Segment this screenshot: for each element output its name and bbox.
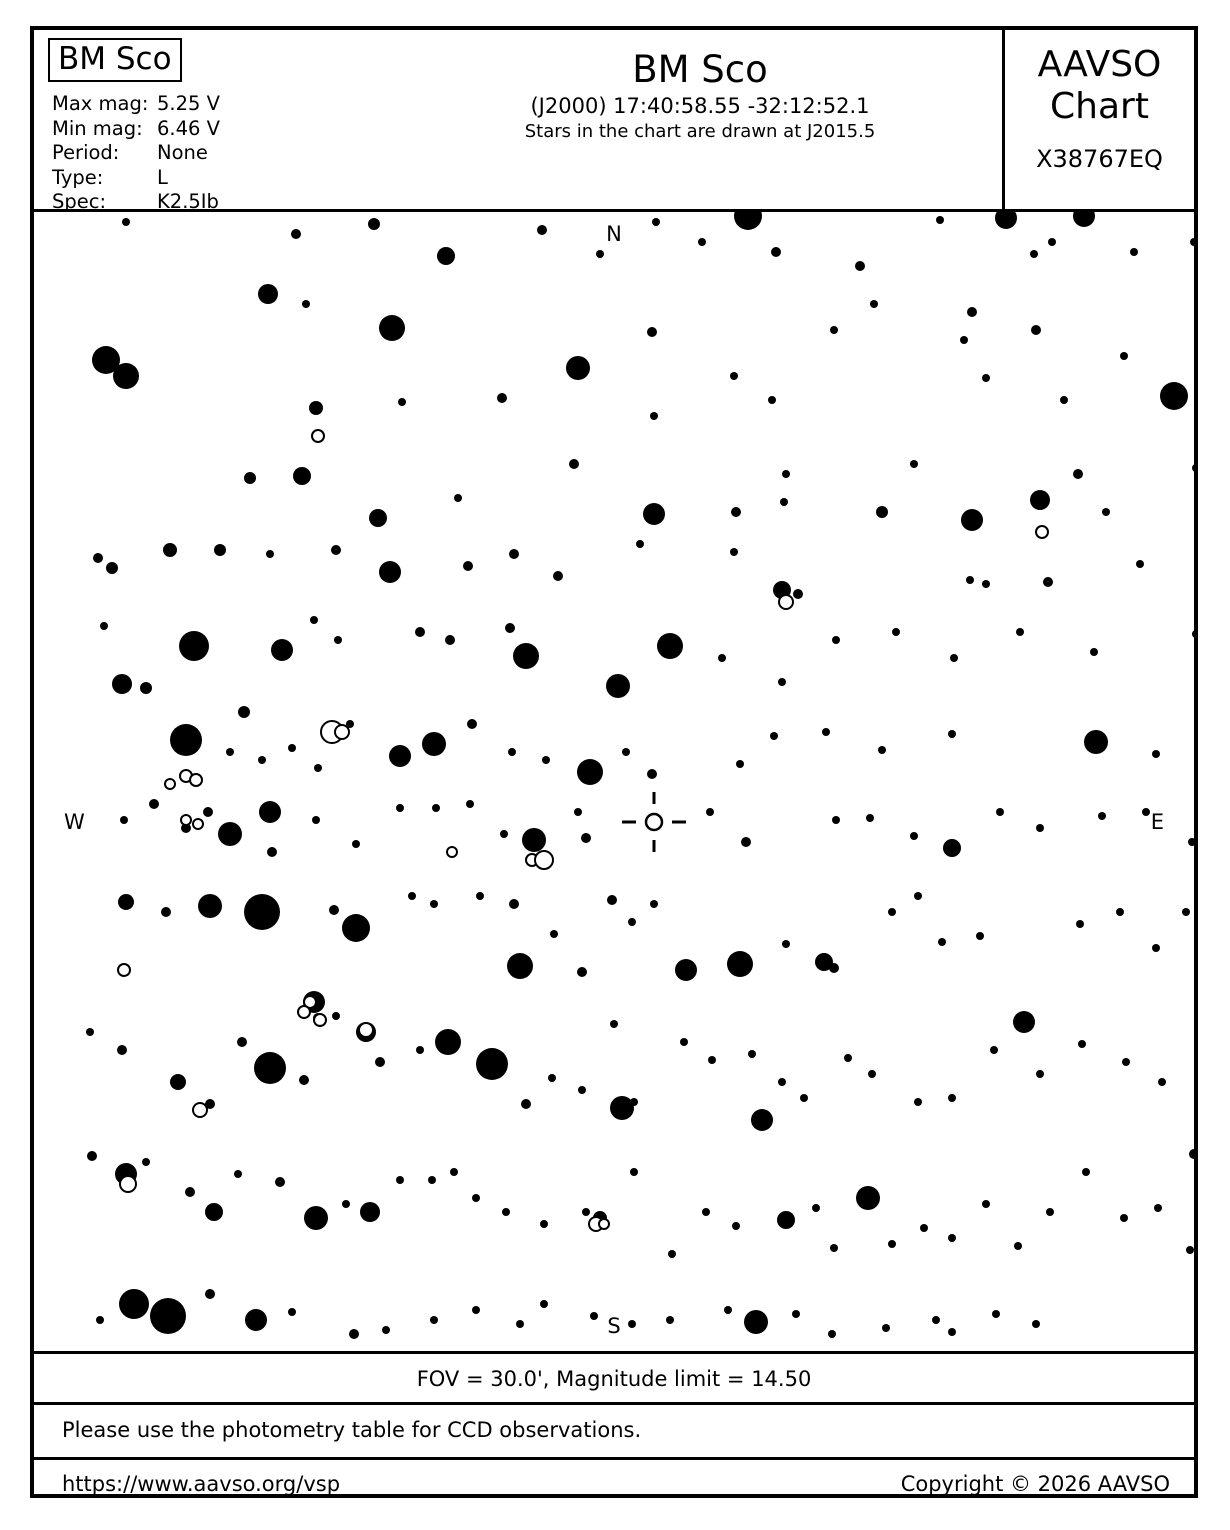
field-star <box>500 830 508 838</box>
field-star <box>1043 577 1053 587</box>
star-metadata <box>52 92 220 215</box>
field-star <box>1186 1246 1194 1254</box>
field-star <box>198 894 222 918</box>
field-star <box>254 1052 286 1084</box>
field-star <box>379 315 405 341</box>
field-star <box>472 1306 480 1314</box>
field-star <box>1078 1040 1086 1048</box>
field-star <box>522 828 546 852</box>
field-star <box>870 300 878 308</box>
field-star <box>375 1057 385 1067</box>
field-star <box>996 808 1004 816</box>
field-star <box>244 894 280 930</box>
field-star <box>910 832 918 840</box>
field-star <box>1122 1058 1130 1066</box>
target-circle <box>646 814 662 830</box>
field-star <box>581 833 591 843</box>
field-star <box>205 1289 215 1299</box>
field-star <box>396 804 404 812</box>
field-star <box>259 801 281 823</box>
field-star <box>914 892 922 900</box>
field-star <box>502 1208 510 1216</box>
field-star <box>293 467 311 485</box>
field-star <box>1130 248 1138 256</box>
field-star <box>185 1187 195 1197</box>
comparison-star[interactable] <box>599 1219 609 1229</box>
field-star <box>578 1086 586 1094</box>
meta-value-type: L <box>157 165 168 189</box>
field-star <box>876 506 888 518</box>
field-star <box>1030 250 1038 258</box>
comparison-star[interactable] <box>314 1014 326 1026</box>
field-star <box>93 553 103 563</box>
meta-label-minmag: Min mag: <box>52 116 143 140</box>
field-star <box>163 543 177 557</box>
field-star <box>1116 908 1124 916</box>
field-star <box>800 1094 808 1102</box>
field-star <box>398 398 406 406</box>
field-star <box>650 900 658 908</box>
field-star <box>463 561 473 571</box>
field-star <box>920 1224 928 1232</box>
field-star <box>179 631 209 661</box>
field-star <box>948 1234 956 1242</box>
field-star <box>1098 812 1106 820</box>
field-star <box>118 894 134 910</box>
field-star <box>553 571 563 581</box>
field-star <box>509 899 519 909</box>
compass-south: S <box>607 1314 621 1338</box>
star-field-svg <box>34 212 1194 1351</box>
field-star <box>302 300 310 308</box>
field-star <box>771 247 781 257</box>
field-star <box>888 1240 896 1248</box>
field-star <box>415 627 425 637</box>
field-star <box>1073 469 1083 479</box>
field-star <box>829 963 839 973</box>
field-star <box>650 412 658 420</box>
field-star <box>312 816 320 824</box>
field-star <box>1152 944 1160 952</box>
field-star <box>550 930 558 938</box>
comparison-star[interactable] <box>190 774 202 786</box>
field-star <box>1160 382 1188 410</box>
comparison-star[interactable] <box>1036 526 1048 538</box>
field-star <box>205 1203 223 1221</box>
field-star <box>1076 920 1084 928</box>
chart-header <box>34 30 1194 212</box>
field-star <box>741 837 751 847</box>
field-star <box>214 544 226 556</box>
field-star <box>332 1012 340 1020</box>
field-star <box>675 959 697 981</box>
field-star <box>938 938 946 946</box>
compass-east: E <box>1150 810 1164 834</box>
field-star <box>948 730 956 738</box>
field-star <box>237 1037 247 1047</box>
field-star <box>288 744 296 752</box>
field-star <box>1192 630 1194 638</box>
field-star <box>1188 838 1194 846</box>
field-star <box>258 284 278 304</box>
chart-footer <box>34 1354 1194 1498</box>
meta-row-period <box>52 141 220 166</box>
field-star <box>432 804 440 812</box>
field-star <box>878 746 886 754</box>
field-star <box>1014 1242 1022 1250</box>
field-star <box>113 363 139 389</box>
field-star <box>961 509 983 531</box>
epoch-note: Stars in the chart are drawn at J2015.5 <box>524 121 876 142</box>
comparison-star[interactable] <box>335 725 349 739</box>
vsp-url[interactable]: https://www.aavso.org/vsp <box>62 1472 341 1496</box>
field-star <box>832 636 840 644</box>
field-star <box>982 580 990 588</box>
field-star <box>149 799 159 809</box>
field-star <box>310 616 318 624</box>
field-star <box>967 307 977 317</box>
aavso-chart <box>30 26 1198 1498</box>
field-star <box>1036 824 1044 832</box>
field-star <box>830 326 838 334</box>
field-star <box>948 1094 956 1102</box>
field-star <box>521 1099 531 1109</box>
meta-label-period: Period: <box>52 141 120 164</box>
meta-value-maxmag: 5.25 V <box>157 92 220 115</box>
field-star <box>982 374 990 382</box>
field-star <box>727 951 753 977</box>
field-star <box>1120 352 1128 360</box>
field-star <box>630 1098 638 1106</box>
field-star <box>680 1038 688 1046</box>
comparison-star[interactable] <box>120 1176 136 1192</box>
field-star <box>780 498 788 506</box>
field-star <box>1030 490 1050 510</box>
field-star <box>596 250 604 258</box>
field-star <box>866 814 874 822</box>
meta-value-period: None <box>157 141 208 164</box>
comparison-star[interactable] <box>535 851 553 869</box>
target-marker[interactable] <box>622 792 686 852</box>
field-star <box>768 396 776 404</box>
field-star <box>832 816 840 824</box>
field-star <box>868 1070 876 1078</box>
field-star <box>782 940 790 948</box>
field-star <box>1084 730 1108 754</box>
field-star <box>314 764 322 772</box>
field-star <box>960 336 968 344</box>
field-star <box>389 745 411 767</box>
meta-label-type: Type: <box>52 165 104 189</box>
field-star <box>643 503 665 525</box>
field-star <box>647 327 657 337</box>
field-star <box>1152 750 1160 758</box>
field-star <box>990 1046 998 1054</box>
field-star <box>914 1098 922 1106</box>
field-star <box>1136 560 1144 568</box>
copyright-label: Copyright © 2026 AAVSO <box>900 1472 1170 1496</box>
chart-id: X38767EQ <box>1036 145 1163 173</box>
meta-row-type <box>52 166 220 191</box>
meta-label-maxmag: Max mag: <box>52 92 149 115</box>
field-star <box>142 1158 150 1166</box>
field-star <box>540 1220 548 1228</box>
field-star <box>577 967 587 977</box>
field-star <box>1158 1078 1166 1086</box>
field-star <box>706 808 714 816</box>
comparison-star[interactable] <box>447 847 457 857</box>
field-star <box>724 1306 732 1314</box>
field-star <box>170 724 202 756</box>
field-star <box>218 822 242 846</box>
photometry-note: Please use the photometry table for CCD observations. <box>34 1405 1194 1460</box>
comparison-star[interactable] <box>118 964 130 976</box>
field-star <box>736 760 744 768</box>
field-star <box>119 1289 149 1319</box>
field-star <box>334 636 342 644</box>
field-star <box>428 1176 436 1184</box>
field-star <box>342 1200 350 1208</box>
header-center-panel <box>394 30 1006 209</box>
field-star <box>112 674 132 694</box>
field-star <box>647 769 657 779</box>
field-star <box>943 839 961 857</box>
star-name-box: BM Sco <box>48 38 182 82</box>
org-subtitle: Chart <box>1050 86 1149 127</box>
field-star <box>566 356 590 380</box>
field-star <box>782 470 790 478</box>
field-star <box>1120 1214 1128 1222</box>
meta-label-spec: Spec: <box>52 190 107 213</box>
field-star <box>234 1170 242 1178</box>
field-star <box>476 1048 508 1080</box>
field-star <box>731 507 741 517</box>
comparison-star[interactable] <box>193 819 203 829</box>
field-star <box>950 654 958 662</box>
field-star <box>360 1202 380 1222</box>
field-star <box>203 807 213 817</box>
field-star <box>396 1176 404 1184</box>
field-star <box>610 1020 618 1028</box>
field-star <box>668 1250 676 1258</box>
field-star <box>1016 628 1024 636</box>
field-star <box>466 800 474 808</box>
field-star <box>497 393 507 403</box>
field-star <box>275 1177 285 1187</box>
field-star <box>708 1056 716 1064</box>
field-star <box>416 1046 424 1054</box>
field-star <box>628 918 636 926</box>
header-left-panel <box>34 30 394 213</box>
field-star <box>856 1186 880 1210</box>
field-star <box>569 459 579 469</box>
field-star <box>622 748 630 756</box>
field-star <box>267 847 277 857</box>
field-star <box>106 562 118 574</box>
field-star <box>422 732 446 756</box>
field-star <box>976 932 984 940</box>
field-star <box>437 247 455 265</box>
field-star <box>574 808 582 816</box>
field-star <box>304 1206 328 1230</box>
field-star <box>288 1308 296 1316</box>
field-star <box>1031 325 1041 335</box>
comparison-star[interactable] <box>193 1103 207 1117</box>
field-star <box>630 1168 638 1176</box>
field-star <box>472 1194 480 1202</box>
field-star <box>730 548 738 556</box>
field-star <box>822 728 830 736</box>
field-star <box>117 1045 127 1055</box>
field-star <box>266 550 274 558</box>
field-star <box>770 732 778 740</box>
field-star <box>718 654 726 662</box>
comparison-star[interactable] <box>312 430 324 442</box>
field-star <box>258 756 266 764</box>
field-star <box>100 622 108 630</box>
field-star <box>892 628 900 636</box>
field-star <box>702 1208 710 1216</box>
meta-value-spec: K2.5Ib <box>157 190 219 213</box>
meta-value-minmag: 6.46 V <box>157 116 220 140</box>
field-star <box>830 1244 838 1252</box>
header-right-panel <box>1002 30 1194 209</box>
field-star <box>476 892 484 900</box>
field-star <box>577 759 603 785</box>
meta-row-spec <box>52 190 220 215</box>
field-star <box>120 816 128 824</box>
field-star <box>450 1168 458 1176</box>
comparison-star[interactable] <box>779 595 793 609</box>
field-star <box>548 1074 556 1082</box>
field-star <box>161 907 171 917</box>
field-star <box>1013 1011 1035 1033</box>
field-star <box>1192 464 1194 472</box>
field-star <box>540 1300 548 1308</box>
compass-west: W <box>64 810 85 834</box>
field-star <box>309 401 323 415</box>
field-star <box>1060 396 1068 404</box>
footer-bottom <box>34 1460 1194 1506</box>
field-star <box>299 1075 309 1085</box>
field-star <box>1154 1204 1162 1212</box>
field-star <box>1082 1168 1090 1176</box>
field-star <box>844 1054 852 1062</box>
field-star <box>507 953 533 979</box>
field-star <box>342 914 370 942</box>
fov-line: FOV = 30.0', Magnitude limit = 14.50 <box>34 1354 1194 1405</box>
field-star <box>329 905 339 915</box>
field-star <box>435 1029 461 1055</box>
field-star <box>140 682 152 694</box>
field-star <box>508 748 516 756</box>
field-star <box>408 892 416 900</box>
field-star <box>657 633 683 659</box>
comparison-star[interactable] <box>359 1023 373 1037</box>
field-star <box>1102 508 1110 516</box>
field-star <box>966 576 974 584</box>
comparison-star[interactable] <box>165 779 175 789</box>
field-star <box>855 261 865 271</box>
field-star <box>730 372 738 380</box>
field-star <box>1142 808 1150 816</box>
field-star <box>87 1151 97 1161</box>
field-star <box>430 900 438 908</box>
field-star <box>1189 1149 1194 1159</box>
field-star <box>369 509 387 527</box>
field-star <box>793 589 803 599</box>
org-name: AAVSO <box>1037 44 1162 85</box>
field-star <box>936 216 944 224</box>
field-star <box>607 895 617 905</box>
field-star <box>454 494 462 502</box>
star-field <box>34 212 1194 1354</box>
meta-row-minmag <box>52 117 220 142</box>
field-star <box>777 1211 795 1229</box>
coordinates-label: (J2000) 17:40:58.55 -32:12:52.1 <box>530 94 870 118</box>
field-star <box>888 908 896 916</box>
compass-north: N <box>606 222 622 246</box>
field-star <box>751 1109 773 1131</box>
field-star <box>636 540 644 548</box>
field-star <box>542 756 550 764</box>
meta-row-maxmag <box>52 92 220 117</box>
field-star <box>505 623 515 633</box>
field-star <box>352 840 360 848</box>
comparison-star[interactable] <box>298 1006 310 1018</box>
field-star <box>86 1028 94 1036</box>
field-star <box>170 1074 186 1090</box>
field-star <box>467 719 477 729</box>
field-star <box>812 1204 820 1212</box>
field-star <box>238 706 250 718</box>
field-star <box>1046 1208 1054 1216</box>
field-star <box>606 674 630 698</box>
field-star <box>778 1078 786 1086</box>
field-star <box>1090 648 1098 656</box>
field-star <box>748 1050 756 1058</box>
field-star <box>1182 908 1190 916</box>
field-star <box>778 678 786 686</box>
field-star <box>271 639 293 661</box>
field-star <box>244 472 256 484</box>
comparison-star[interactable] <box>181 815 191 825</box>
field-star <box>513 643 539 669</box>
field-star <box>610 1096 634 1120</box>
field-star <box>379 561 401 583</box>
page-title: BM Sco <box>632 48 768 91</box>
field-star <box>732 1222 740 1230</box>
field-star <box>445 635 455 645</box>
field-star <box>910 460 918 468</box>
field-star <box>331 545 341 555</box>
field-star <box>1036 1070 1044 1078</box>
field-star <box>509 549 519 559</box>
field-star <box>226 748 234 756</box>
field-star <box>982 1200 990 1208</box>
field-star <box>582 1208 590 1216</box>
